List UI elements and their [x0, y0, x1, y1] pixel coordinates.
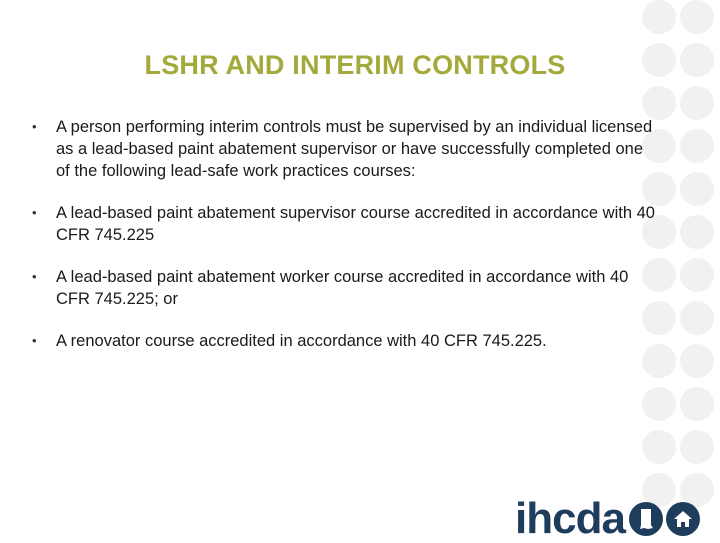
bullet-item: • A person performing interim controls must be supervised by an individual licensed as a lead-based paint abatement supervisor or have successfully completed one of the following lead-safe work practices courses:: [30, 116, 660, 182]
bullet-item: • A renovator course accredited in accordance with 40 CFR 745.225.: [30, 330, 660, 352]
logo-text: ihcda: [515, 494, 625, 543]
bullet-list: [30, 116, 660, 372]
bullet-item: • A lead-based paint abatement worker course accredited in accordance with 40 CFR 745.225; or: [30, 266, 660, 310]
house-icon: [666, 502, 700, 536]
indiana-state-icon: [629, 502, 663, 536]
bullet-item: • A lead-based paint abatement supervisor course accredited in accordance with 40 CFR 745.225: [30, 202, 660, 246]
ihcda-logo: [515, 496, 700, 542]
slide-title: LSHR AND INTERIM CONTROLS: [144, 50, 566, 80]
